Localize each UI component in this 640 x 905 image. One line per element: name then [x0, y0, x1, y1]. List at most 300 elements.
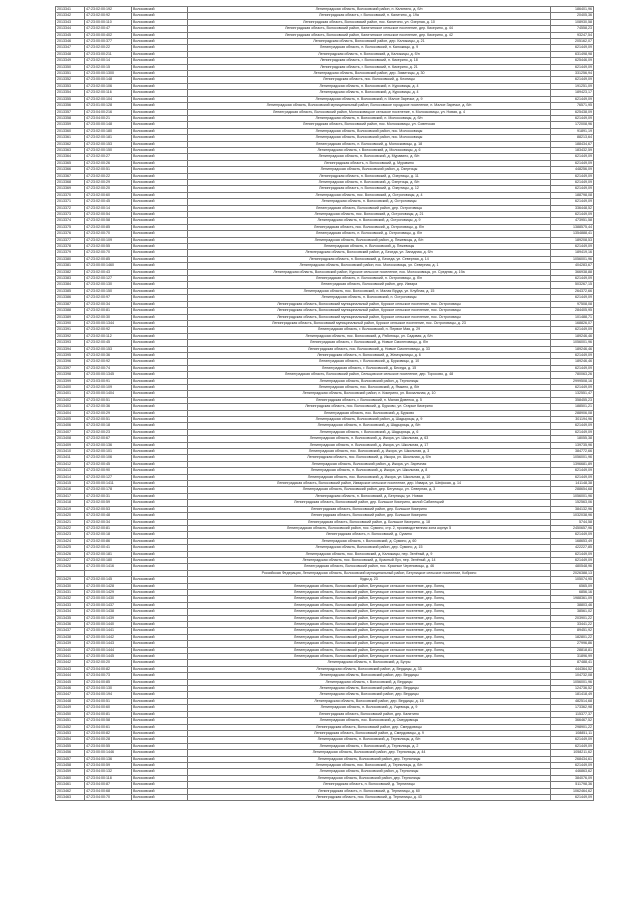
district-cell: Волосовский [132, 90, 188, 96]
cadastral-value-cell: 621449,09 [551, 96, 594, 102]
cadastral-value-cell: 625446,09 [551, 58, 594, 64]
district-cell: Волосовский [132, 352, 188, 358]
address-cell: Ленинградская область, п. Волосовский, д. Курковицы, д. 4 [188, 90, 551, 96]
cadastral-value-cell: 631498,98 [551, 51, 594, 57]
cadastral-number-cell: 47:23:02:00:150 [85, 147, 132, 153]
cadastral-number-cell: 47:23:02:00:101 [85, 449, 132, 455]
cadastral-value-cell: 1354888,41 [551, 231, 594, 237]
address-cell: Ленинградская область, Волосовский район, дер. Извара [188, 282, 551, 288]
cadastral-number-cell: 47:23:00:00:1404 [85, 391, 132, 397]
row-id-cell: 2013351 [56, 71, 85, 77]
row-id-cell: 2013460 [56, 775, 85, 781]
cadastral-number-cell: 47:23:02:00:136 [85, 442, 132, 448]
address-cell: Ленинградская область, п. Волосовский, п. Каложицы, д. 9 [188, 45, 551, 51]
cadastral-number-cell: 47:23:03:00:91 [85, 378, 132, 384]
row-id-cell: 2013413 [56, 468, 85, 474]
cadastral-number-cell: 47:23:02:00:45 [85, 340, 132, 346]
row-id-cell: 2013437 [56, 628, 85, 634]
district-cell: Волосовский [132, 737, 188, 743]
cadastral-number-cell: 47:23:02:00:74 [85, 365, 132, 371]
cadastral-number-cell: 47:23:04:00:136 [85, 756, 132, 762]
cadastral-value-cell: 336448,52 [551, 205, 594, 211]
row-id-cell: 2013410 [56, 449, 85, 455]
address-cell: Ленинградская область, Волосовский район, Бегуницкое сельское поселение, дер. Лопец [188, 647, 551, 653]
district-cell: Волосовский [132, 679, 188, 685]
row-id-cell: 2013355 [56, 96, 85, 102]
address-cell: Ленинградская область, Волосовский муниципальный район, Курское сельское поселение, пос. Остроговицы, д. 23 [188, 320, 551, 326]
cadastral-value-cell: 108851,11 [551, 730, 594, 736]
row-id-cell: 2013417 [56, 493, 85, 499]
cadastral-number-cell: 47:23:02:00:127 [85, 474, 132, 480]
cadastral-number-cell: 47:23:04:00:59 [85, 762, 132, 768]
district-cell: Волосовский [132, 179, 188, 185]
cadastral-value-cell: 621449,09 [551, 45, 594, 51]
district-cell: Волосовский [132, 673, 188, 679]
address-cell: Ленинградская область, Волосовский район, п. Кикерино, ул. Вокзальная, д. 10 [188, 391, 551, 397]
district-cell: Волосовский [132, 320, 188, 326]
district-cell: Волосовский [132, 186, 188, 192]
row-id-cell: 2013445 [56, 679, 85, 685]
row-id-cell: 2013397 [56, 365, 85, 371]
cadastral-value-cell: 621449,09 [551, 429, 594, 435]
row-id-cell: 2013400 [56, 384, 85, 390]
district-cell: Волосовский [132, 423, 188, 429]
district-cell: Волосовский [132, 794, 188, 800]
cadastral-value-cell: 621449,09 [551, 551, 594, 557]
address-cell: Ленинградская область, Волосовский район, Бегуницкое сельское поселение, дер. Лопец [188, 615, 551, 621]
address-cell: Ленинградская область, пос. Волосовский, п. Малая Вруда, ул. Клубная, д. 15 [188, 288, 551, 294]
district-cell: Волосовский [132, 244, 188, 250]
cadastral-number-cell: 47:23:02:00:27 [85, 154, 132, 160]
district-cell: Волосовский [132, 19, 188, 25]
row-id-cell: 2013462 [56, 788, 85, 794]
address-cell: Ленинградская область, Волосовский район, Бегуницкое сельское поселение, дер. Лопец [188, 596, 551, 602]
cadastral-value-cell: 384132,96 [551, 506, 594, 512]
row-id-cell: 2013370 [56, 192, 85, 198]
cadastral-value-cell: 1032038,96 [551, 513, 594, 519]
district-cell: Волосовский [132, 564, 188, 570]
cadastral-number-cell: 47:23:02:00:86 [85, 538, 132, 544]
address-cell: Ленинградская область, п. Волосовский, д. Ижора, ул. Школьная, д. 63 [188, 436, 551, 442]
cadastral-value-cell: 1056001,96 [551, 340, 594, 346]
cadastral-number-cell: 47:23:00:00:1438 [85, 609, 132, 615]
district-cell: Волосовский [132, 333, 188, 339]
district-cell: Волосовский [132, 641, 188, 647]
row-id-cell: 2013396 [56, 359, 85, 365]
district-cell: Волосовский [132, 775, 188, 781]
table-row [56, 794, 594, 800]
address-cell: Ленинградская область, Волосовский район, д. Пежевицы, д. б/н [188, 237, 551, 243]
address-cell: Ленинградская область, Волосовский район, Бегуницкое сельское поселение, дер. Лопец [188, 654, 551, 660]
address-cell: Ленинградская область, п. Волосовский, д. Шадырицы, д. б/н [188, 423, 551, 429]
address-cell: Ленинградская область, г. Волосовский, п. Кикерино, д. 18 [188, 58, 551, 64]
district-cell: Волосовский [132, 436, 188, 442]
cadastral-value-cell: 621449,09 [551, 186, 594, 192]
address-cell: Ленинградская область, п. Волосовский, д. Жемчужницы, д. 6 [188, 352, 551, 358]
cadastral-number-cell: 47:23:00:00:1444 [85, 647, 132, 653]
cadastral-number-cell: 47:23:00:00:148 [85, 122, 132, 128]
cadastral-value-cell: 621449,09 [551, 212, 594, 218]
cadastral-value-cell: 331256,94 [551, 71, 594, 77]
address-cell: Ленинградская область, Волосовский район, Бегуницкое сельское поселение, дер. Лопец [188, 628, 551, 634]
address-cell: Ленинградская область, пос. Волосовский, д. Ижора, ул. Школьная, д. 10 [188, 474, 551, 480]
district-cell: Волосовский [132, 609, 188, 615]
address-cell: Ленинградская область, п. Волосовский, д. Ижора, ул. Школьная, д. 17 [188, 442, 551, 448]
cadastral-number-cell: 47:23:02:00:85 [85, 256, 132, 262]
cadastral-number-cell: 47:23:04:00:130 [85, 686, 132, 692]
row-id-cell: 2013429 [56, 577, 85, 583]
cadastral-number-cell: 47:23:02:00:34 [85, 301, 132, 307]
district-cell: Волосовский [132, 397, 188, 403]
district-cell: Волосовский [132, 756, 188, 762]
cadastral-value-cell: 621449,09 [551, 77, 594, 83]
address-cell: Ленинградская область, пос. Волосовский, д. Остроговицы, д. б/н [188, 224, 551, 230]
row-id-cell: 2013451 [56, 718, 85, 724]
district-cell: Волосовский [132, 372, 188, 378]
cadastral-number-cell: 47:23:02:00:47 [85, 26, 132, 32]
address-cell: Ленинградская область, п. Волосовский, д. Муравино [188, 160, 551, 166]
district-cell: Волосовский [132, 718, 188, 724]
cadastral-number-cell: 47:23:02:00:36 [85, 404, 132, 410]
row-id-cell: 2013387 [56, 301, 85, 307]
cadastral-value-cell: 621449,09 [551, 762, 594, 768]
address-cell: Ленинградская область, Волосовский район, д. Терпилицы [188, 378, 551, 384]
cadastral-value-cell: 621449,09 [551, 423, 594, 429]
row-id-cell: 2013352 [56, 77, 85, 83]
district-cell: Волосовский [132, 762, 188, 768]
address-cell: Ленинградская область, Волосовский район, Калитинское сельское поселение, дер. Кикерино, д. 42 [188, 32, 551, 38]
address-cell: Ленинградская область, г. Волосовский, д. Сумино, д. 60 [188, 538, 551, 544]
cadastral-number-cell: 47:23:00:00:1428 [85, 583, 132, 589]
district-cell: Волосовский [132, 314, 188, 320]
district-cell: Волосовский [132, 301, 188, 307]
district-cell: Волосовский [132, 346, 188, 352]
address-cell: Ленинградская область, Волосовский район, Бегуницкое сельское поселение, дер. Лопец [188, 589, 551, 595]
address-cell: Ленинградская область, пос. Волосовский, д. Ижора, ул. Школьная, д. 3 [188, 449, 551, 455]
cadastral-value-cell: 2450657,96 [551, 525, 594, 531]
cadastral-value-cell: 115377,37 [551, 711, 594, 717]
cadastral-number-cell: 47:23:00:00:1442 [85, 634, 132, 640]
cadastral-number-cell: 47:23:02:00:116 [85, 90, 132, 96]
address-cell: Ленинградская область, Волосовский район, д. Шадырицы, д. 9 [188, 417, 551, 423]
cadastral-number-cell: 47:23:02:00:106 [85, 83, 132, 89]
cadastral-value-cell: 6856,16 [551, 589, 594, 595]
address-cell: Ленинградская область, Волосовский район, п. Калитино, д. б/н [188, 7, 551, 13]
address-cell: Ленинградская область, Волосовский район, дер. Остроговицы [188, 205, 551, 211]
row-id-cell: 2013384 [56, 282, 85, 288]
row-id-cell: 2013457 [56, 756, 85, 762]
cadastral-number-cell: 47:23:02:00:81 [85, 308, 132, 314]
address-cell: Ленинградская область, пос. Волосовский, д. Рабитицы, ул. Садовая, д. б/н [188, 333, 551, 339]
district-cell: Волосовский [132, 103, 188, 109]
cadastral-value-cell: 621449,09 [551, 276, 594, 282]
district-cell: Волосовский [132, 622, 188, 628]
district-cell: Волосовский [132, 589, 188, 595]
address-cell: Ленинградская область, п. Волосовский, д. Озертицы, д. 11 [188, 173, 551, 179]
address-cell: Ленинградская область, п. Волосовский, д. Терпилицы, д. 60 [188, 788, 551, 794]
cadastral-value-table [55, 6, 594, 801]
cadastral-number-cell: 47:23:02:00:92 [85, 13, 132, 19]
address-cell: Ленинградская область, Волосовский район, пос. Калитино, ул. Озерная, д. 10 [188, 19, 551, 25]
row-id-cell: 2013360 [56, 128, 85, 134]
district-cell: Волосовский [132, 109, 188, 115]
row-id-cell: 2013373 [56, 212, 85, 218]
district-cell: Волосовский [132, 71, 188, 77]
cadastral-value-cell: 189208,53 [551, 237, 594, 243]
address-cell: Ленинградская область, п. Волосовский, д. Терпилицы, д. б/н [188, 737, 551, 743]
cadastral-number-cell: 47:23:04:00:21 [85, 115, 132, 121]
district-cell: Волосовский [132, 64, 188, 70]
address-cell: Ленинградская область, Волосовский муниципальный район, Курское сельское поселение, пос. Остроговицы [188, 314, 551, 320]
address-cell: Ленинградская область, пос. Волосовский, д. Остроговицы, д. 4 [188, 192, 551, 198]
cadastral-number-cell: 47:23:02:00:41 [85, 545, 132, 551]
cadastral-value-cell: 621449,09 [551, 115, 594, 121]
cadastral-value-cell: 1988361,09 [551, 596, 594, 602]
address-cell: Ленинградская область, пос. Волосовский, д. Новые Смолеговицы, д. 33 [188, 346, 551, 352]
cadastral-number-cell: 47:23:02:00:112 [85, 333, 132, 339]
cadastral-value-cell: 33441,22 [551, 622, 594, 628]
row-id-cell: 2013428 [56, 564, 85, 570]
cadastral-number-cell: 47:23:00:00:1460 [85, 263, 132, 269]
address-cell: Ленинградская область, Волосовский район, пос. Красные Череповицы, д. 46 [188, 564, 551, 570]
cadastral-number-cell: 47:23:00:00:1446 [85, 750, 132, 756]
district-cell: Волосовский [132, 224, 188, 230]
address-cell: Ленинградская область, Волосовский район, дер. Калитино [188, 711, 551, 717]
row-id-cell: 2013365 [56, 160, 85, 166]
row-id-cell: 2013392 [56, 333, 85, 339]
cadastral-number-cell: 47:23:02:00:18 [85, 423, 132, 429]
row-id-cell: 2013461 [56, 782, 85, 788]
row-id-cell: 2013448 [56, 698, 85, 704]
address-cell: Ленинградская область, пос. Волосовский, д. Остроговицы, д. 21 [188, 212, 551, 218]
address-cell: Ленинградская область, Волосовский район, дер. Смердовицы [188, 724, 551, 730]
cadastral-value-cell: 74558,23 [551, 26, 594, 32]
cadastral-value-cell: 503267,15 [551, 282, 594, 288]
district-cell: Волосовский [132, 634, 188, 640]
cadastral-value-cell: 89451,92 [551, 628, 594, 634]
row-id-cell: 2013375 [56, 224, 85, 230]
district-cell: Волосовский [132, 455, 188, 461]
address-cell: Ленинградская область, Волосовский район, пос. Молосковицы, ул. Советская [188, 122, 551, 128]
row-id-cell: 2013434 [56, 609, 85, 615]
row-id-cell: 2013459 [56, 769, 85, 775]
cadastral-value-cell: 384076,09 [551, 775, 594, 781]
district-cell: Волосовский [132, 192, 188, 198]
district-cell: Волосовский [132, 141, 188, 147]
cadastral-value-cell: 444364,52 [551, 666, 594, 672]
cadastral-number-cell: 47:23:02:00:92 [85, 359, 132, 365]
row-id-cell: 2013350 [56, 64, 85, 70]
district-cell: Волосовский [132, 410, 188, 416]
cadastral-number-cell: 47:23:02:00:180 [85, 557, 132, 563]
cadastral-number-cell: 47:23:04:00:70 [85, 794, 132, 800]
cadastral-number-cell: 47:23:02:00:181 [85, 551, 132, 557]
district-cell: Волосовский [132, 7, 188, 13]
cadastral-number-cell: 47:23:04:00:28 [85, 737, 132, 743]
address-cell: Ленинградская область, Волосовский район, дер. Терпилицы [188, 756, 551, 762]
row-id-cell: 2013401 [56, 391, 85, 397]
address-cell: Ленинградская область, пос. Волосовский, д. Ижора, ул. Школьная, д. б/н [188, 455, 551, 461]
row-id-cell: 2013357 [56, 109, 85, 115]
address-cell: Ленинградская область, Волосовский муниципальный район, Курское сельское поселение, пос. Остроговицы [188, 308, 551, 314]
row-id-cell: 2013403 [56, 404, 85, 410]
cadastral-number-cell: 47:23:02:00:26 [85, 160, 132, 166]
cadastral-number-cell: 47:23:02:00:43 [85, 269, 132, 275]
cadastral-value-cell: 203901,22 [551, 615, 594, 621]
district-cell: Волосовский [132, 250, 188, 256]
cadastral-number-cell: 47:23:02:00:192 [85, 7, 132, 13]
cadastral-value-cell: 38803,46 [551, 602, 594, 608]
address-cell: Ленинградская область, Волосовский район, д. Большое Кикерино, д. 18 [188, 519, 551, 525]
row-id-cell: 2013422 [56, 525, 85, 531]
address-cell: Ленинградская область, Волосовский район, Бегуницкое сельское поселение, дер. Лопец [188, 609, 551, 615]
row-id-cell: 2013436 [56, 622, 85, 628]
cadastral-value-cell: 621449,09 [551, 794, 594, 800]
cadastral-value-cell: 181418,49 [551, 692, 594, 698]
cadastral-number-cell: 47:23:02:00:145 [85, 577, 132, 583]
cadastral-value-cell: 268434,61 [551, 756, 594, 762]
cadastral-number-cell: 47:23:02:00:90 [85, 468, 132, 474]
district-cell: Волосовский [132, 122, 188, 128]
cadastral-value-cell: 621449,09 [551, 64, 594, 70]
district-cell: Волосовский [132, 378, 188, 384]
row-id-cell: 2013349 [56, 58, 85, 64]
cadastral-value-cell: 91891,19 [551, 128, 594, 134]
district-cell: Волосовский [132, 263, 188, 269]
cadastral-number-cell: 47:23:02:00:130 [85, 282, 132, 288]
row-id-cell: 2013447 [56, 692, 85, 698]
cadastral-value-cell: 358455,23 [551, 397, 594, 403]
address-cell: Ленинградская область, Волосовский муниципальный район, Волосовское городское поселение, п. Малое Заречье, д. б/н [188, 103, 551, 109]
row-id-cell: 2013418 [56, 500, 85, 506]
row-id-cell: 2013361 [56, 135, 85, 141]
row-id-cell: 2013369 [56, 186, 85, 192]
address-cell: Ленинградская область, п. Волосовский, д. Остроговицы, д. б/н [188, 231, 551, 237]
cadastral-value-cell: 2999508,16 [551, 378, 594, 384]
cadastral-number-cell: 47:23:04:00:60 [85, 705, 132, 711]
row-id-cell: 2013388 [56, 308, 85, 314]
district-cell: Волосовский [132, 288, 188, 294]
row-id-cell: 2013366 [56, 167, 85, 173]
row-id-cell: 2013391 [56, 327, 85, 333]
cadastral-number-cell: 47:23:02:00:178 [85, 487, 132, 493]
row-id-cell: 2013363 [56, 147, 85, 153]
cadastral-value-cell: 168826,07 [551, 320, 594, 326]
row-id-cell: 2013374 [56, 218, 85, 224]
row-id-cell: 2013424 [56, 538, 85, 544]
cadastral-number-cell: 47:23:02:00:81 [85, 525, 132, 531]
row-id-cell: 2013344 [56, 26, 85, 32]
cadastral-number-cell: 47:23:02:00:97 [85, 295, 132, 301]
cadastral-value-cell: 446863,62 [551, 769, 594, 775]
cadastral-value-cell: 152563,06 [551, 500, 594, 506]
address-cell: Ленинградская область, Волосовский район, пос. Молосковицы [188, 128, 551, 134]
address-cell: Ленинградская область, Волосовский район, Бегуницкое сельское поселение, дер. Лопец [188, 602, 551, 608]
cadastral-number-cell: 47:23:01:00:128 [85, 103, 132, 109]
cadastral-value-cell: 288906,08 [551, 410, 594, 416]
cadastral-value-cell: 621449,09 [551, 352, 594, 358]
cadastral-number-cell: 47:23:02:00:29 [85, 410, 132, 416]
district-cell: Волосовский [132, 282, 188, 288]
cadastral-value-cell: 404283,67 [551, 263, 594, 269]
district-cell: Волосовский [132, 404, 188, 410]
row-id-cell: 2013421 [56, 519, 85, 525]
cadastral-number-cell: 47:23:04:00:55 [85, 743, 132, 749]
address-cell: Ленинградская область, п. Волосовский, д. Озертицы, д. 12 [188, 186, 551, 192]
row-id-cell: 2013412 [56, 461, 85, 467]
cadastral-value-cell: 31896,99 [551, 654, 594, 660]
row-id-cell: 2013364 [56, 154, 85, 160]
cadastral-number-cell: 47:23:02:00:153 [85, 141, 132, 147]
district-cell: Волосовский [132, 205, 188, 211]
district-cell: Волосовский [132, 686, 188, 692]
row-id-cell: 2013385 [56, 288, 85, 294]
cadastral-number-cell: 47:23:00:00:148 [85, 77, 132, 83]
row-id-cell: 2013354 [56, 90, 85, 96]
district-cell: Волосовский [132, 487, 188, 493]
district-cell: Волосовский [132, 647, 188, 653]
address-cell: Ленинградская область, п. Волосовский, п. Остроговицы, д. б/н [188, 276, 551, 282]
cadastral-number-cell: 47:23:04:00:81 [85, 711, 132, 717]
address-cell: Ленинградская область, Волосовский район, дер. Вердицы [188, 686, 551, 692]
row-id-cell: 2013414 [56, 474, 85, 480]
row-id-cell: 2013371 [56, 199, 85, 205]
cadastral-number-cell: 47:23:04:00:68 [85, 788, 132, 794]
row-id-cell: 2013356 [56, 103, 85, 109]
district-cell: Волосовский [132, 577, 188, 583]
district-cell: Волосовский [132, 308, 188, 314]
cadastral-number-cell: 47:23:04:00:118 [85, 775, 132, 781]
row-id-cell: 2013426 [56, 551, 85, 557]
cadastral-number-cell: 47:23:02:00:15 [85, 64, 132, 70]
cadastral-number-cell: 47:23:00:00:1416 [85, 564, 132, 570]
cadastral-number-cell: 47:23:02:00:181 [85, 135, 132, 141]
row-id-cell: 2013449 [56, 705, 85, 711]
cadastral-value-cell: 186401,96 [551, 7, 594, 13]
district-cell: Волосовский [132, 538, 188, 544]
row-id-cell: 2013416 [56, 487, 85, 493]
row-id-cell: 2013442 [56, 660, 85, 666]
address-cell: Ленинградская область, Волосовский район, дер. Большое Кикерино [188, 513, 551, 519]
row-id-cell: 2013358 [56, 115, 85, 121]
cadastral-number-cell: 47:23:02:00:104 [85, 96, 132, 102]
cadastral-value-cell: 366938,88 [551, 269, 594, 275]
address-cell: Ленинградская область, п. Волосовский, п. Молосковицы, д. б/н [188, 115, 551, 121]
row-id-cell: 2013389 [56, 314, 85, 320]
cadastral-number-cell: 47:23:02:00:60 [85, 192, 132, 198]
cadastral-value-cell: 1056001,96 [551, 493, 594, 499]
cadastral-value-cell: 621449,09 [551, 244, 594, 250]
cadastral-value-cell: 422227,85 [551, 545, 594, 551]
district-cell: Волосовский [132, 481, 188, 487]
cadastral-value-cell: 621449,09 [551, 532, 594, 538]
cadastral-value-cell: 625438,09 [551, 109, 594, 115]
cadastral-value-cell: 93247,54 [551, 32, 594, 38]
row-id-cell: 2013454 [56, 737, 85, 743]
cadastral-value-cell: 366467,52 [551, 718, 594, 724]
address-cell: Ленинградская область, п. Волосовский, п. Остроговицы [188, 295, 551, 301]
address-cell: Ленинградская область, п. Волосовский, д. Молосковицы, д. 18 [188, 141, 551, 147]
cadastral-number-cell: 47:23:02:00:85 [85, 224, 132, 230]
row-id-cell: 2013383 [56, 276, 85, 282]
address-cell: Ленинградская область, Волосовский район, дер. Каложицы, д. 21 [188, 39, 551, 45]
cadastral-value-cell: 97508,08 [551, 301, 594, 307]
row-id-cell: 2013427 [56, 557, 85, 563]
district-cell: Волосовский [132, 724, 188, 730]
row-id-cell: 2013432 [56, 596, 85, 602]
cadastral-value-cell: 191251,09 [551, 83, 594, 89]
district-cell: Волосовский [132, 276, 188, 282]
